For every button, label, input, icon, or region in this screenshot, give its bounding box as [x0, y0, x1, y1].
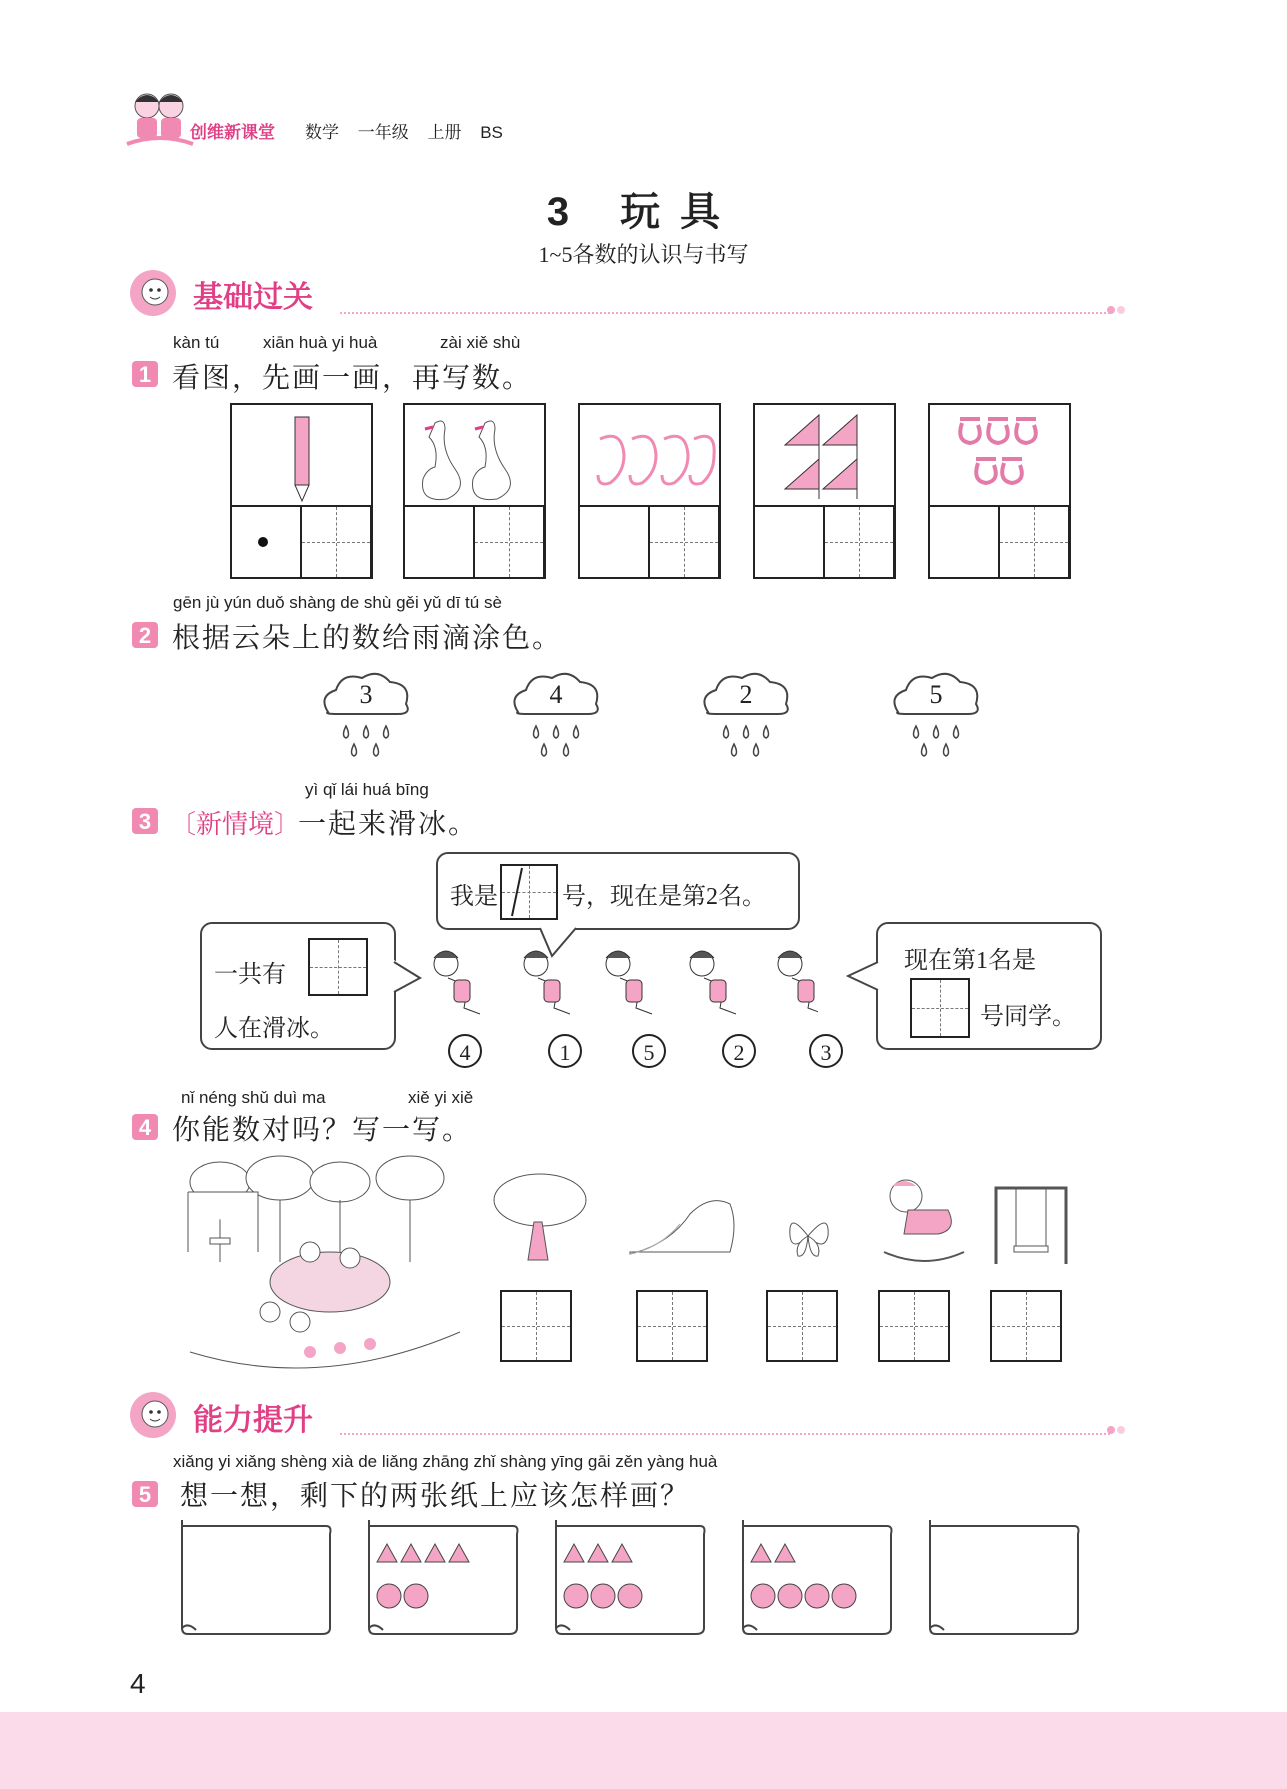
grade: 一年级 [357, 123, 409, 142]
q5-number-badge: 5 [132, 1481, 158, 1507]
skaters-illustration [418, 944, 818, 1034]
mascot-logo [125, 88, 195, 150]
q4-pinyin-1: nǐ néng shǔ duì ma [181, 1088, 326, 1107]
circle-shape [377, 1584, 401, 1608]
dots-decoration-icon [1105, 300, 1129, 320]
section-basic-title: 基础过关 [193, 281, 313, 314]
q4-number-badge: 4 [132, 1114, 158, 1140]
q1-write-box-3[interactable] [648, 505, 720, 579]
skater-number-5: 3 [809, 1034, 843, 1068]
paper-outline [743, 1520, 892, 1634]
q1-pinyin-2: xiān huà yi huà [263, 333, 378, 352]
circle-shape [591, 1584, 615, 1608]
lesson-title: 3 玩具 [546, 190, 741, 234]
q3-total-box[interactable] [308, 938, 368, 996]
q1-write-box-4[interactable] [823, 505, 895, 579]
bubble-center-pre: 我是 [450, 884, 498, 910]
circle-shape [778, 1584, 802, 1608]
paper-outline [556, 1520, 705, 1634]
q2-number-badge: 2 [132, 622, 158, 648]
butterfly-icon [786, 1210, 832, 1262]
playground-scene-illustration [180, 1152, 470, 1374]
q5-text: 想一想，剩下的两张纸上应该怎样画？ [180, 1481, 691, 1512]
paper-outline [182, 1520, 331, 1634]
skater-number-2: 1 [548, 1034, 582, 1068]
speech-bubble-right [876, 922, 1102, 1050]
q1-pinyin-3: zài xiě shù [440, 333, 521, 352]
rocking-horse-icon [878, 1174, 968, 1266]
q3-number-badge: 3 [132, 808, 158, 834]
speech-bubble-left [200, 922, 396, 1050]
cloud-number-2: 4 [549, 680, 563, 709]
section-mascot-icon [128, 1390, 178, 1440]
q1-write-box-2[interactable] [473, 505, 545, 579]
bubble-right-line1: 现在第1名是 [904, 948, 1036, 974]
paper-outline [369, 1520, 518, 1634]
q3-text: 一起来滑冰。 [298, 809, 479, 840]
bubble-tail [846, 960, 880, 996]
cloud-number-3: 2 [739, 680, 753, 709]
q1-write-box-5[interactable] [998, 505, 1070, 579]
q4-count-box-butterfly[interactable] [766, 1290, 838, 1362]
paper-sheet-5[interactable] [924, 1520, 1084, 1638]
q4-text: 你能数对吗？写一写。 [172, 1115, 473, 1146]
q5-pinyin: xiǎng yi xiǎng shèng xià de liǎng zhāng zhǐ shàng yīng gāi zěn yàng huà [173, 1452, 718, 1471]
circle-shape [618, 1584, 642, 1608]
skater-figure [434, 951, 818, 1014]
cloud-group-2 [508, 668, 604, 768]
q2-text: 根据云朵上的数给雨滴涂色。 [172, 623, 563, 654]
book-info [305, 118, 517, 143]
slash-mark [500, 864, 558, 920]
pencil-icon [287, 413, 317, 503]
bubble-right-line2: 号同学。 [980, 1004, 1076, 1030]
q3-first-place-box[interactable] [910, 978, 970, 1038]
q3-pinyin: yì qǐ lái huá bīng [305, 780, 429, 799]
section-divider [340, 312, 1110, 314]
skater-number-3: 5 [632, 1034, 666, 1068]
q1-number-badge: 1 [132, 361, 158, 387]
cloud-group-4 [888, 668, 984, 768]
cloud-number-4: 5 [929, 680, 943, 709]
skater-number-4: 2 [722, 1034, 756, 1068]
paper-sheet-2 [363, 1520, 523, 1638]
ring-icon [954, 409, 1050, 505]
q4-count-box-slide[interactable] [636, 1290, 708, 1362]
page-number: 4 [130, 1668, 146, 1699]
cloud-group-1 [318, 668, 414, 768]
flag-icon [781, 411, 871, 501]
q2-pinyin: gēn jù yún duǒ shàng de shù gěi yǔ dī tú sè [173, 593, 502, 612]
q1-pinyin-1: kàn tú [173, 333, 220, 352]
q4-count-box-swing[interactable] [990, 1290, 1062, 1362]
edition: BS [480, 123, 503, 142]
lesson-subtitle: 1~5各数的认识与书写 [538, 242, 749, 267]
circle-shape [404, 1584, 428, 1608]
bubble-center-post: 号，现在是第2名。 [562, 884, 766, 910]
volume: 上册 [427, 123, 462, 142]
tree-icon [490, 1170, 590, 1262]
cloud-number-1: 3 [359, 680, 373, 709]
goose-icon [415, 413, 535, 505]
q4-count-box-horse[interactable] [878, 1290, 950, 1362]
section-mascot-icon [128, 268, 178, 318]
q4-pinyin-2: xiě yi xiě [408, 1088, 474, 1107]
brand-name: 创维新课堂 [190, 123, 275, 142]
cloud-group-3 [698, 668, 794, 768]
skater-number-1: 4 [448, 1034, 482, 1068]
circle-shape [751, 1584, 775, 1608]
slide-icon [620, 1192, 740, 1264]
bubble-left-line2: 人在滑冰。 [214, 1016, 334, 1042]
circle-shape [805, 1584, 829, 1608]
ear-icon [586, 429, 716, 499]
paper-sheet-1[interactable] [176, 1520, 336, 1638]
footer-band [0, 1712, 1287, 1789]
swing-icon [992, 1182, 1072, 1266]
q4-count-box-tree[interactable] [500, 1290, 572, 1362]
bubble-left-line1: 一共有 [214, 962, 286, 988]
section-advanced-title: 能力提升 [193, 1404, 313, 1437]
dots-decoration-icon [1105, 1420, 1129, 1440]
section-divider [340, 1433, 1110, 1435]
paper-sheet-3 [550, 1520, 710, 1638]
paper-row [176, 1520, 1096, 1640]
circle-shape [564, 1584, 588, 1608]
q3-tag: 〔新情境〕 [170, 810, 301, 839]
subject: 数学 [305, 123, 339, 142]
paper-sheet-4 [737, 1520, 897, 1638]
paper-outline [930, 1520, 1079, 1634]
circle-shape [832, 1584, 856, 1608]
q1-write-box-1[interactable] [300, 505, 372, 579]
q1-text: 看图，先画一画，再写数。 [172, 363, 533, 394]
example-dot [258, 537, 268, 547]
speech-bubble-center [436, 852, 800, 930]
